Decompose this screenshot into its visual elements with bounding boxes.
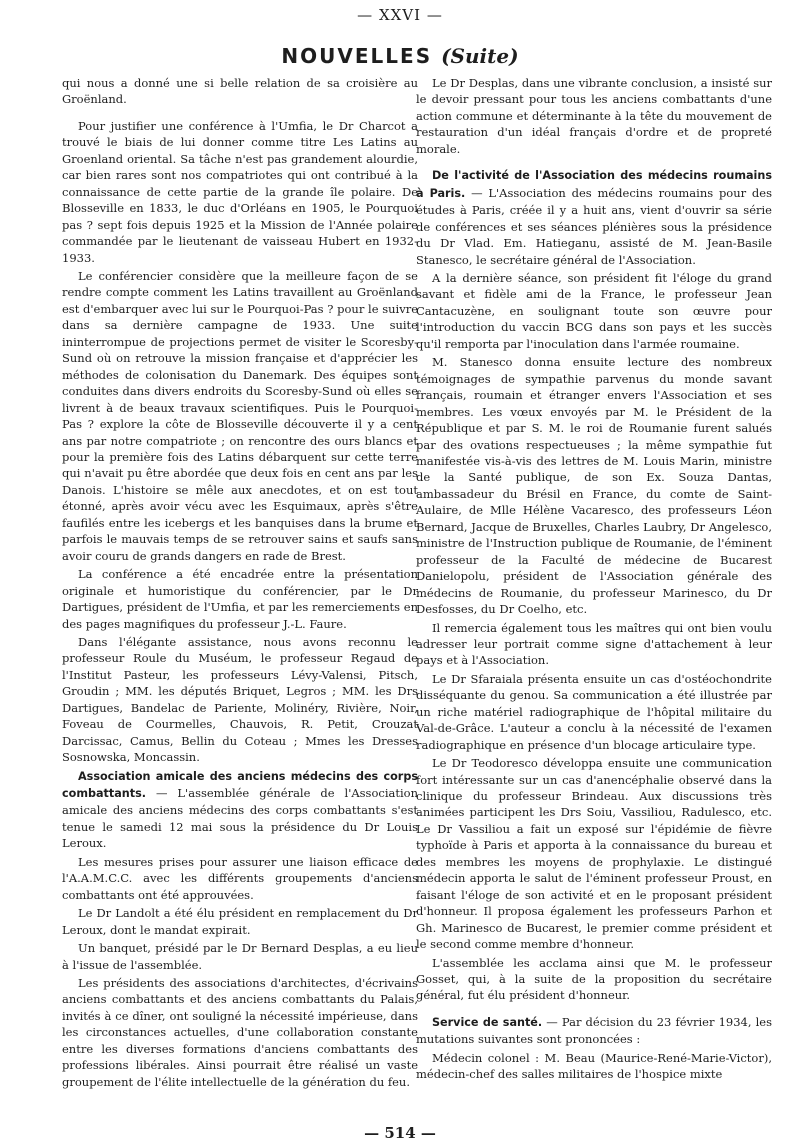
paragraph: A la dernière séance, son président fit l'éloge du grand savant et fidèle ami de la France, le professeur Jean Cantacuzène, en soulignant toute son œuvre pour l'introduction du vaccin BCG dans son pays et les succès qu'il remporta par l'inoculation dans l'armée roumaine. [416,270,772,351]
paragraph: Le Dr Desplas, dans une vibrante conclusion, a insisté sur le devoir pressant pour tous les anciens combattants d'une action commune et déterminante à la tête du mouvement de restauration d'un idéal français d'ordre et de propreté morale. [416,76,772,156]
right-column [416,75,772,1085]
paragraph-text: — L'assemblée générale de l'Association amicale des anciens médecins des corps combattants s'est tenue le samedi 12 mai sous la présidence du Dr Louis Leroux. [62,786,418,851]
roman-page-number: — XXVI — [357,6,443,24]
left-column [62,75,418,1092]
section-heading: De l'activité de l'Association des médecins roumains à Paris. [416,169,772,200]
title-main: NOUVELLES [281,44,433,68]
paragraph: La conférence a été encadrée entre la présentation originale et humoristique du conférencier, par le Dr Dartigues, président de l'Umfia, et par les remerciements en des pages magnifiques du professeur J.-L. Faure. [62,567,418,631]
section-heading: Association amicale des anciens médecins des corps combattants. [62,769,418,801]
paragraph: M. Stanesco donna ensuite lecture des nombreux témoignages de sympathie parvenus du monde savant français, roumain et étranger envers l'Association et ses membres. Les vœux envoyés par M. le Président de la République et par S. M. le roi de Roumanie furent salués par des ovations respectueuses ; la même sympathie fut manifestée vis-à-vis des lettres de M. Louis Marin, ministre de la Santé publique, de son Ex. Souza Dantas, ambassadeur du Brésil en France, du comte de Saint-Aulaire, de Mlle Hélène Vacaresco, des professeurs Léon Bernard, Jacque de Bruxelles, Charles Laubry, Dr Angelesco, ministre de l'Instruction publique de Roumanie, de l'éminent professeur de la Faculté de médecine de Bucarest Danielopolu, président de l'Association générale des médecins de Roumanie, du professeur Marinesco, du Dr Desfosses, du Dr Coelho, etc. [416,355,772,617]
paragraph: Pour justifier une conférence à l'Umfia, le Dr Charcot a trouvé le biais de lui donner comme titre Les Latins au Groenland oriental. Sa tâche n'est pas grandement alourdie, car bien rares sont nos compatriotes qui ont contribué à la connaissance de cette partie de la grande île polaire. De Blosseville en 1833, le duc d'Orléans en 1905, le Pourquoi pas ? sept fois depuis 1925 et la Mission de l'Année polaire commandée par le lieutenant de vaisseau Hubert en 1932-1933. [62,118,418,265]
paragraph: Les mesures prises pour assurer une liaison efficace de l'A.A.M.C.C. avec les différents groupements d'anciens combattants ont été approuvées. [62,854,418,902]
title-suffix: (Suite) [441,44,519,68]
paragraph: Dans l'élégante assistance, nous avons reconnu le professeur Roule du Muséum, le professeur Regaud de l'Institut Pasteur, les professeurs Lévy-Valensi, Pitsch, Groudin ; MM. les députés Briquet, Legros ; MM. les Drs Dartigues, Bandelac de Pariente, Molinéry, Rivière, Noir, Foveau de Courmelles, Chauvois, R. Petit, Crouzat Darcissac, Camus, Bellin du Coteau ; Mmes les Dresses Sosnowska, Moncassin. [62,634,418,765]
paragraph: Le Dr Sfaraiala présenta ensuite un cas d'ostéochondrite disséquante du genou. Sa communication a été illustrée par un riche matériel radiographique de l'hôpital militaire du Val-de-Grâce. L'auteur a conclu à la nécessité de l'examen radiographique en présence d'un blocage articulaire type. [416,671,772,752]
paragraph: Les présidents des associations d'architectes, d'écrivains anciens combattants et des anciens combattants du Palais, invités à ce dîner, ont souligné la nécessité impérieuse, dans les circonstances actuelles, d'une collaboration constante entre les diverses formations d'anciens combattants des professions libérales. Ainsi pourrait être réalisé un vaste groupement de l'élite intellectuelle de la génération du feu. [62,976,418,1089]
paragraph: Le Dr Teodoresco développa ensuite une communication fort intéressante sur un cas d'anencéphalie observé dans la clinique du professeur Brindeau. Aux discussions très animées participent les Drs Soiu, Vassiliou, Radulesco, etc. Le Dr Vassiliou a fait un exposé sur l'épidémie de fièvre typhoïde à Paris et apporta à la connaissance du bureau et des membres les moyens de prophylaxie. Le distingué médecin apporta le salut de l'éminent professeur Proust, en faisant l'éloge de son activité et en le proposant président d'honneur. Il proposa également les professeurs Parhon et Gh. Marinesco de Bucarest, le premier comme président et le second comme membre d'honneur. [416,756,772,952]
section-paragraph [416,1014,772,1048]
section-paragraph [416,167,772,268]
paragraph: Il remercia également tous les maîtres qui ont bien voulu adresser leur portrait comme signe d'attachement à leur pays et à l'Association. [416,620,772,668]
paragraph: Le conférencier considère que la meilleure façon de se rendre compte comment les Latins travaillent au Groënland est d'embarquer avec lui sur le Pourquoi-Pas ? pour le suivre dans sa dernière campagne de 1933. Une suite ininterrompue de projections permet de visiter le Scoresby-Sund où on retrouve la mission française et d'apprécier les méthodes de colonisation du Danemark. Des équipes sont conduites dans divers endroits du Scoresby-Sund où elles se livrent à de beaux travaux scientifiques. Puis le Pourquoi-Pas ? explore la côte de Blosseville découverte il y a cent ans par notre compatriote ; on rencontre des ours blancs et pour la première fois des Latins débarquent sur cette terre qui n'avait pu être abordée que deux fois en cent ans par les Danois. L'histoire se mêle aux anecdotes, et on est tout étonné, après avoir vécu avec les Esquimaux, après s'être faufilés entre les icebergs et les banquises dans la brume et parfois le mauvais temps de se retrouver sains et saufs sans avoir couru de grands dangers en rade de Brest. [62,268,418,563]
section-paragraph [62,768,418,852]
paragraph: Médecin colonel : M. Beau (Maurice-René-Marie-Victor), médecin-chef des salles militaires de l'hospice mixte [416,1050,772,1082]
paragraph: qui nous a donné une si belle relation de sa croisière au Groënland. [62,76,418,107]
paragraph-text: — Par décision du 23 février 1934, les mutations suivantes sont prononcées : [416,1014,772,1047]
paragraph: Le Dr Landolt a été élu président en remplacement du Dr Leroux, dont le mandat expirait. [62,906,418,937]
page-number: — 514 — [364,1124,436,1142]
paragraph-text: — L'Association des médecins roumains pour des études à Paris, créée il y a huit ans, vient d'ouvrir sa série de conférences et ses séances plénières sous la présidence du Dr Vlad. Em. Hatieganu, assisté de M. Jean-Basile Stanesco, le secrétaire général de l'Association. [416,185,772,267]
page-title [0,44,800,68]
paragraph: Un banquet, présidé par le Dr Bernard Desplas, a eu lieu à l'issue de l'assemblée. [62,941,418,972]
section-heading: Service de santé. [432,1015,543,1029]
paragraph: L'assemblée les acclama ainsi que M. le professeur Gosset, qui, à la suite de la proposition du secrétaire général, fut élu président d'honneur. [416,955,772,1003]
